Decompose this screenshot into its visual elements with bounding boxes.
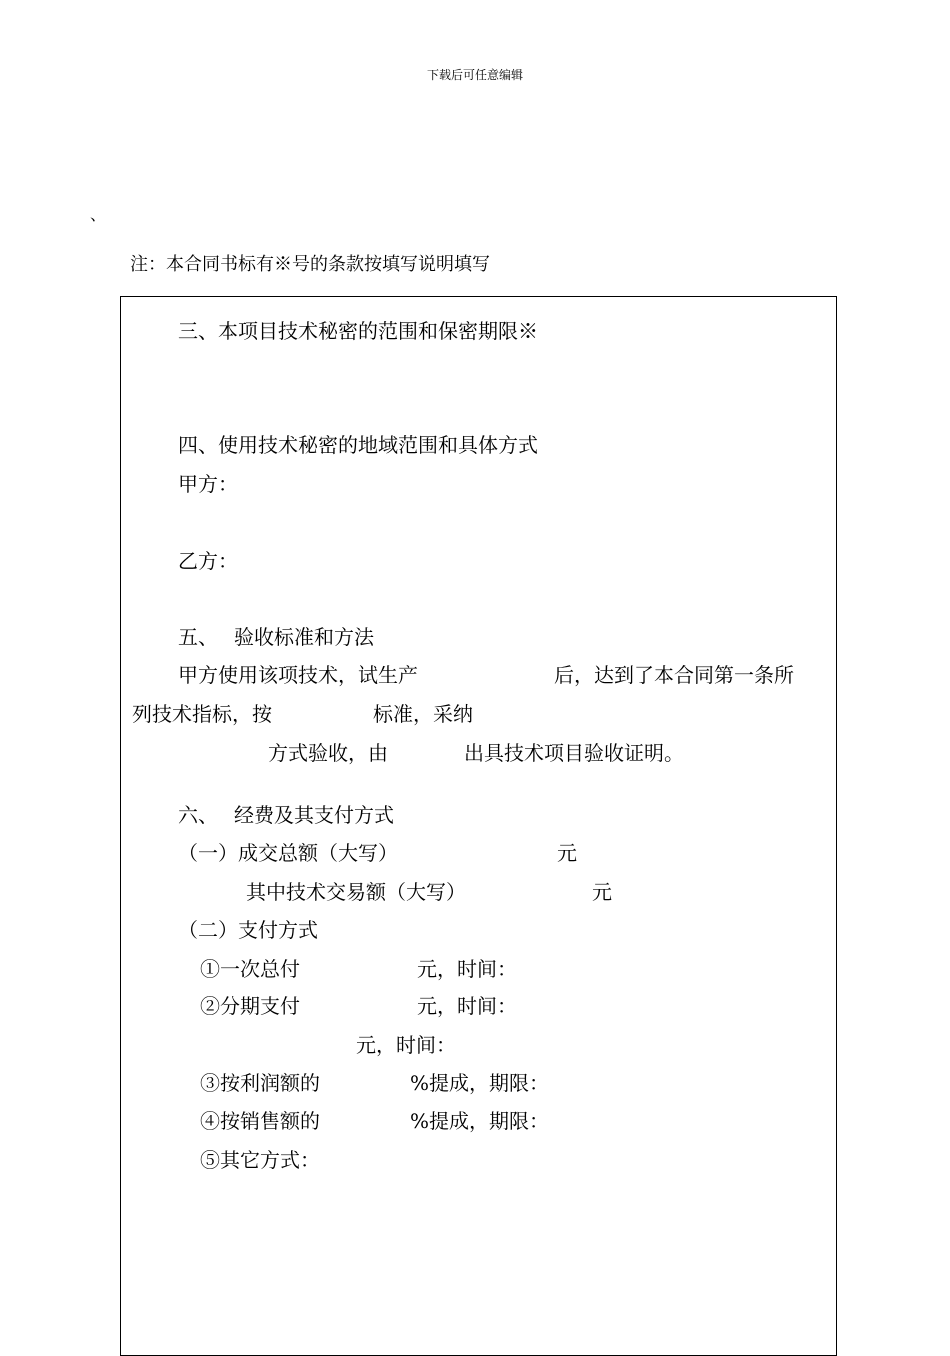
section5-line2-b: 标准，采纳 — [373, 702, 473, 726]
page-header: 下载后可任意编辑 — [426, 68, 523, 82]
section5-number: 五、 — [178, 625, 218, 649]
punctuation-mark: 、 — [90, 205, 107, 224]
section5-line3-b: 出具技术项目验收证明。 — [464, 741, 684, 765]
section5-line2-a: 列技术指标，按 — [132, 702, 272, 726]
section5-line1-b: 后，达到了本合同第一条所 — [554, 663, 794, 687]
option5-label: ⑤其它方式： — [200, 1148, 320, 1172]
option1-label: ①一次总付 — [200, 957, 300, 981]
tech-amount-unit: 元 — [592, 880, 612, 904]
form-note: 注：本合同书标有※号的条款按填写说明填写 — [130, 254, 490, 275]
party-a-label: 甲方： — [178, 472, 238, 496]
option4-tail: %提成，期限： — [410, 1109, 550, 1133]
tech-amount-label: 其中技术交易额（大写） — [246, 880, 466, 904]
total-amount-unit: 元 — [557, 841, 577, 865]
section5-line1-a: 甲方使用该项技术，试生产 — [178, 663, 418, 687]
section4-title: 四、使用技术秘密的地域范围和具体方式 — [178, 433, 538, 457]
section6-title: 经费及其支付方式 — [234, 803, 394, 827]
section5-line3-a: 方式验收，由 — [268, 741, 388, 765]
section3-title: 三、本项目技术秘密的范围和保密期限※ — [178, 319, 538, 343]
option3-tail: %提成，期限： — [410, 1071, 550, 1095]
party-b-label: 乙方： — [178, 549, 238, 573]
option4-label: ④按销售额的 — [200, 1109, 320, 1133]
option2-label: ②分期支付 — [200, 994, 300, 1018]
option2-tail: 元，时间： — [417, 994, 517, 1018]
option3-label: ③按利润额的 — [200, 1071, 320, 1095]
section6-number: 六、 — [178, 803, 218, 827]
payment-method-label: （二）支付方式 — [178, 918, 318, 942]
option1-tail: 元，时间： — [417, 957, 517, 981]
option2-tail-second: 元，时间： — [356, 1033, 456, 1057]
section5-title: 验收标准和方法 — [234, 625, 374, 649]
total-amount-label: （一）成交总额（大写） — [178, 841, 398, 865]
